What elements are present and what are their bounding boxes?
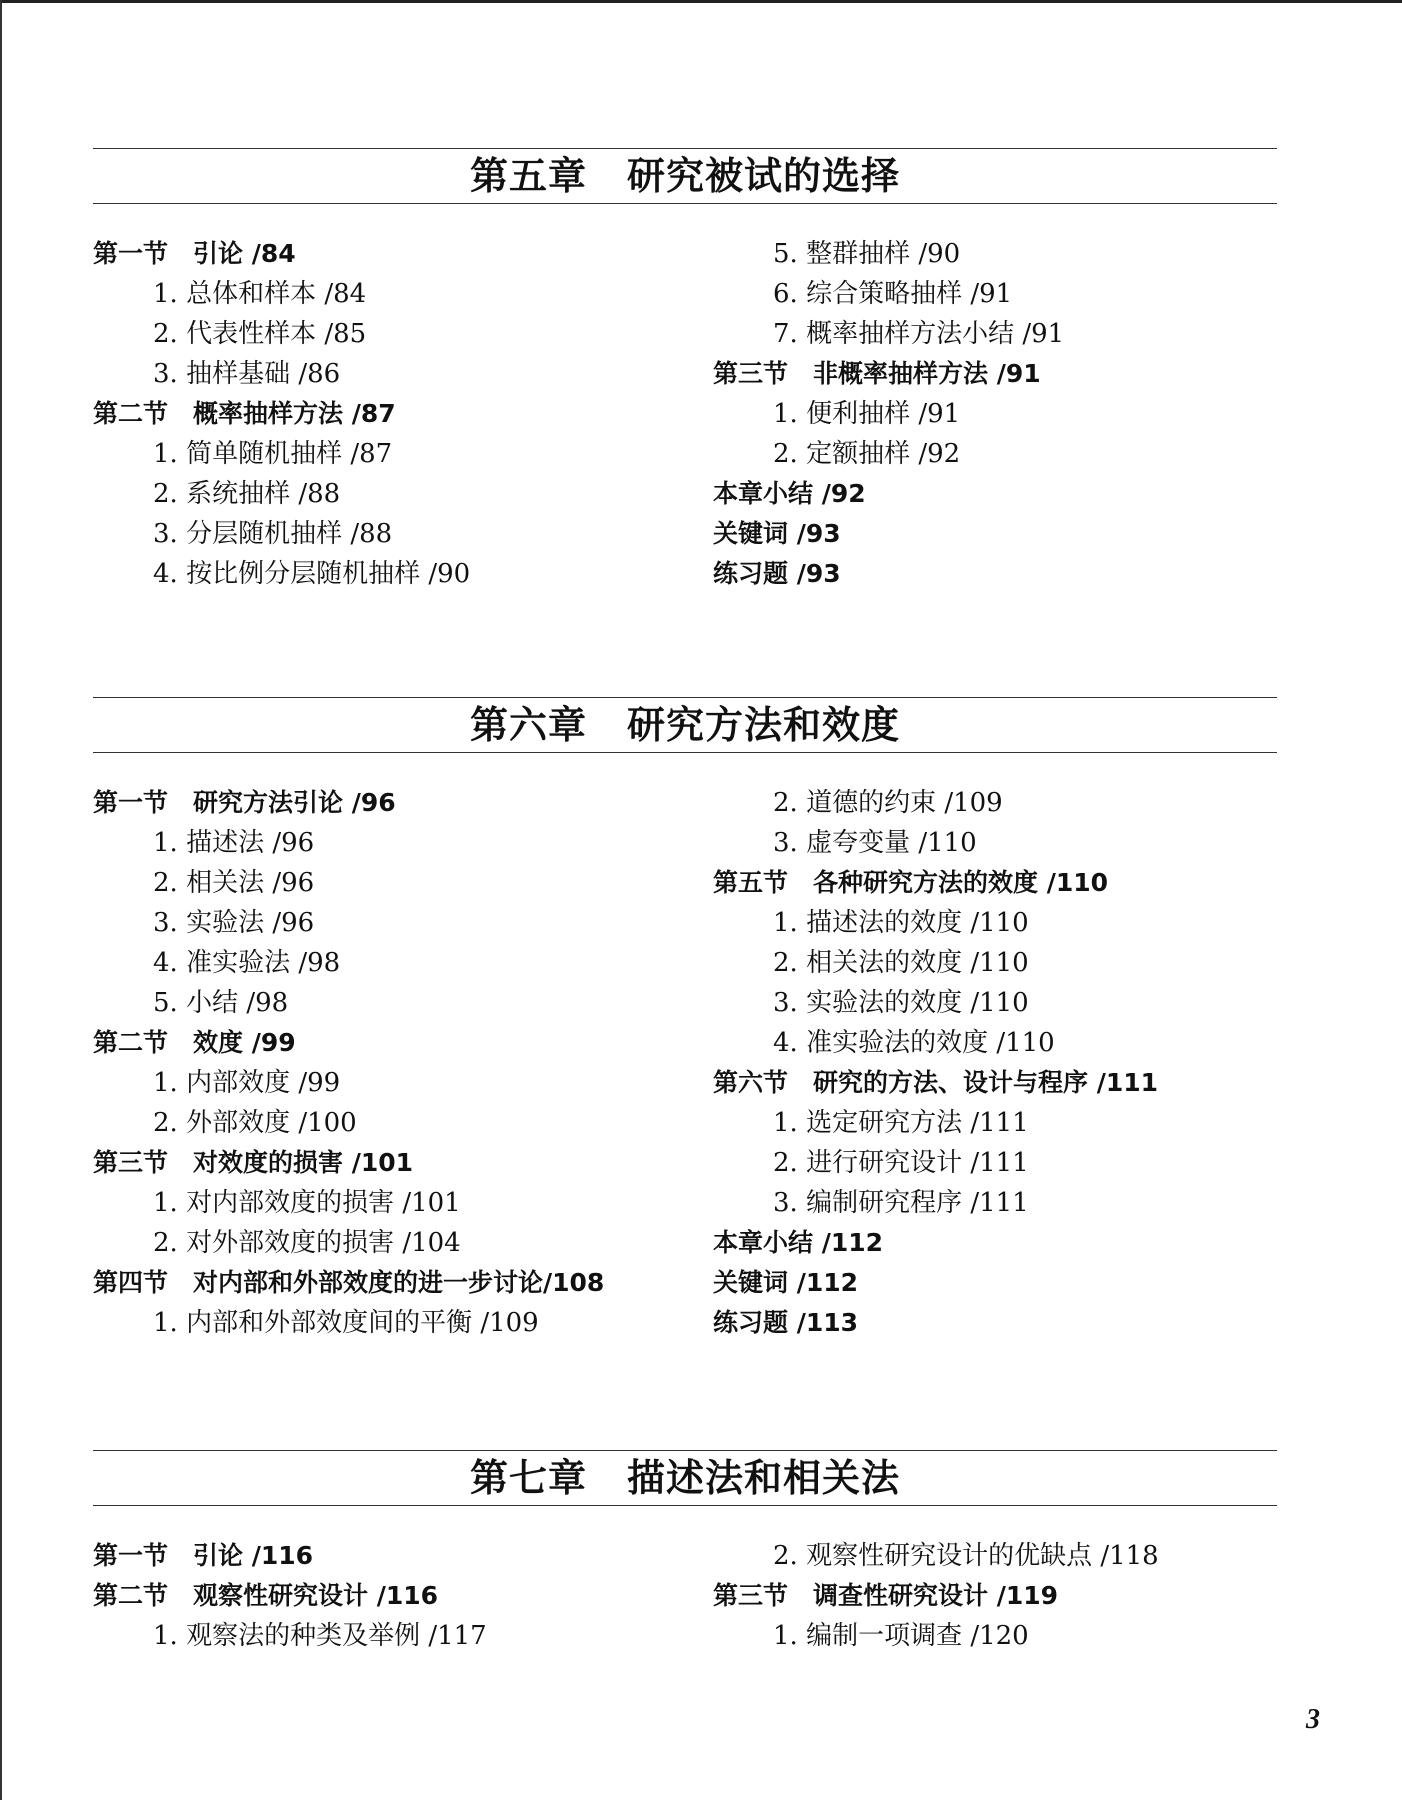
toc-section[interactable] (93, 1143, 604, 1183)
toc-summary[interactable]: 本章小结 /92 (713, 479, 866, 508)
chapter-number: 第七章 (469, 1456, 587, 1500)
section-title: 各种研究方法的效度 /110 (813, 868, 1109, 897)
section-number: 第二节 (93, 1028, 169, 1057)
chapter-name: 研究被试的选择 (627, 154, 901, 198)
toc-item[interactable]: 1. 描述法 /96 (153, 828, 315, 858)
section-number: 第二节 (93, 1581, 169, 1610)
toc-left-column (93, 1536, 487, 1656)
toc-item[interactable]: 3. 编制研究程序 /111 (773, 1188, 1029, 1218)
toc-item[interactable]: 1. 选定研究方法 /111 (773, 1108, 1029, 1138)
toc-item[interactable]: 2. 观察性研究设计的优缺点 /118 (773, 1541, 1159, 1571)
chapter-6 (93, 697, 1277, 1338)
toc-item[interactable]: 3. 分层随机抽样 /88 (153, 519, 393, 549)
chapter-name: 研究方法和效度 (627, 703, 901, 747)
toc-exercises[interactable]: 练习题 /93 (713, 559, 841, 588)
toc-item[interactable]: 2. 代表性样本 /85 (153, 319, 367, 349)
toc-right-column (713, 783, 1158, 1343)
toc-left-column (93, 783, 604, 1343)
toc-item[interactable]: 6. 综合策略抽样 /91 (773, 279, 1013, 309)
rule-bottom (93, 203, 1277, 204)
section-number: 第三节 (713, 1581, 789, 1610)
chapter-number: 第五章 (469, 154, 587, 198)
page-number: 3 (1306, 1704, 1320, 1735)
toc-item[interactable]: 2. 进行研究设计 /111 (773, 1148, 1029, 1178)
section-title: 非概率抽样方法 /91 (813, 359, 1041, 388)
section-title: 研究方法引论 /96 (193, 788, 396, 817)
section-number: 第二节 (93, 399, 169, 428)
toc-item[interactable]: 2. 定额抽样 /92 (773, 439, 961, 469)
toc-section[interactable] (93, 1263, 604, 1303)
chapter-5 (93, 148, 1277, 589)
toc-section[interactable] (93, 1536, 487, 1576)
toc-item[interactable]: 4. 准实验法 /98 (153, 948, 341, 978)
rule-bottom (93, 752, 1277, 753)
toc-section[interactable] (713, 863, 1158, 903)
chapter-7 (93, 1450, 1277, 1651)
section-number: 第四节 (93, 1268, 169, 1297)
toc-item[interactable]: 3. 实验法 /96 (153, 908, 315, 938)
toc-item[interactable]: 1. 观察法的种类及举例 /117 (153, 1621, 487, 1651)
toc-section[interactable] (93, 783, 604, 823)
toc-section[interactable] (713, 354, 1064, 394)
toc-section[interactable] (713, 1576, 1159, 1616)
chapter-title (93, 1451, 1277, 1505)
toc-section[interactable] (713, 1063, 1158, 1103)
toc-item[interactable]: 2. 对外部效度的损害 /104 (153, 1228, 461, 1258)
section-title: 观察性研究设计 /116 (193, 1581, 439, 1610)
toc-section[interactable] (93, 1023, 604, 1063)
section-title: 研究的方法、设计与程序 /111 (813, 1068, 1159, 1097)
section-number: 第五节 (713, 868, 789, 897)
section-number: 第一节 (93, 788, 169, 817)
toc-item[interactable]: 5. 小结 /98 (153, 988, 289, 1018)
toc-item[interactable]: 2. 系统抽样 /88 (153, 479, 341, 509)
section-title: 调查性研究设计 /119 (813, 1581, 1059, 1610)
chapter-title (93, 698, 1277, 752)
toc-item[interactable]: 2. 相关法的效度 /110 (773, 948, 1029, 978)
toc-item[interactable]: 1. 编制一项调查 /120 (773, 1621, 1029, 1651)
toc-item[interactable]: 2. 道德的约束 /109 (773, 788, 1003, 818)
chapter-number: 第六章 (469, 703, 587, 747)
section-title: 引论 /84 (193, 239, 296, 268)
section-title: 引论 /116 (193, 1541, 314, 1570)
toc-item[interactable]: 3. 虚夸变量 /110 (773, 828, 977, 858)
section-number: 第三节 (93, 1148, 169, 1177)
toc-item[interactable]: 1. 内部和外部效度间的平衡 /109 (153, 1308, 539, 1338)
section-number: 第三节 (713, 359, 789, 388)
toc-item[interactable]: 1. 描述法的效度 /110 (773, 908, 1029, 938)
toc-right-column (713, 234, 1064, 594)
toc-item[interactable]: 1. 对内部效度的损害 /101 (153, 1188, 461, 1218)
section-number: 第一节 (93, 1541, 169, 1570)
section-title: 对效度的损害 /101 (193, 1148, 414, 1177)
toc-item[interactable]: 1. 内部效度 /99 (153, 1068, 341, 1098)
toc-item[interactable]: 1. 简单随机抽样 /87 (153, 439, 393, 469)
toc-keywords[interactable]: 关键词 /93 (713, 519, 841, 548)
toc-item[interactable]: 2. 相关法 /96 (153, 868, 315, 898)
toc-section[interactable] (93, 394, 470, 434)
section-title: 效度 /99 (193, 1028, 296, 1057)
toc-item[interactable]: 4. 准实验法的效度 /110 (773, 1028, 1055, 1058)
toc-item[interactable]: 2. 外部效度 /100 (153, 1108, 357, 1138)
section-title: 对内部和外部效度的进一步讨论/108 (193, 1268, 605, 1297)
toc-item[interactable]: 1. 便利抽样 /91 (773, 399, 961, 429)
toc-item[interactable]: 3. 实验法的效度 /110 (773, 988, 1029, 1018)
toc-right-column (713, 1536, 1159, 1656)
rule-bottom (93, 1505, 1277, 1506)
toc-section[interactable] (93, 1576, 487, 1616)
toc-item[interactable]: 1. 总体和样本 /84 (153, 279, 367, 309)
toc-left-column (93, 234, 470, 594)
scan-top-edge (0, 0, 1402, 3)
section-number: 第一节 (93, 239, 169, 268)
toc-section[interactable] (93, 234, 470, 274)
section-number: 第六节 (713, 1068, 789, 1097)
chapter-title (93, 149, 1277, 203)
toc-item[interactable]: 4. 按比例分层随机抽样 /90 (153, 559, 471, 589)
toc-item[interactable]: 3. 抽样基础 /86 (153, 359, 341, 389)
toc-exercises[interactable]: 练习题 /113 (713, 1308, 859, 1337)
chapter-name: 描述法和相关法 (627, 1456, 901, 1500)
toc-item[interactable]: 5. 整群抽样 /90 (773, 239, 961, 269)
toc-keywords[interactable]: 关键词 /112 (713, 1268, 859, 1297)
toc-summary[interactable]: 本章小结 /112 (713, 1228, 884, 1257)
scan-left-edge (0, 0, 2, 1800)
section-title: 概率抽样方法 /87 (193, 399, 396, 428)
toc-item[interactable]: 7. 概率抽样方法小结 /91 (773, 319, 1065, 349)
